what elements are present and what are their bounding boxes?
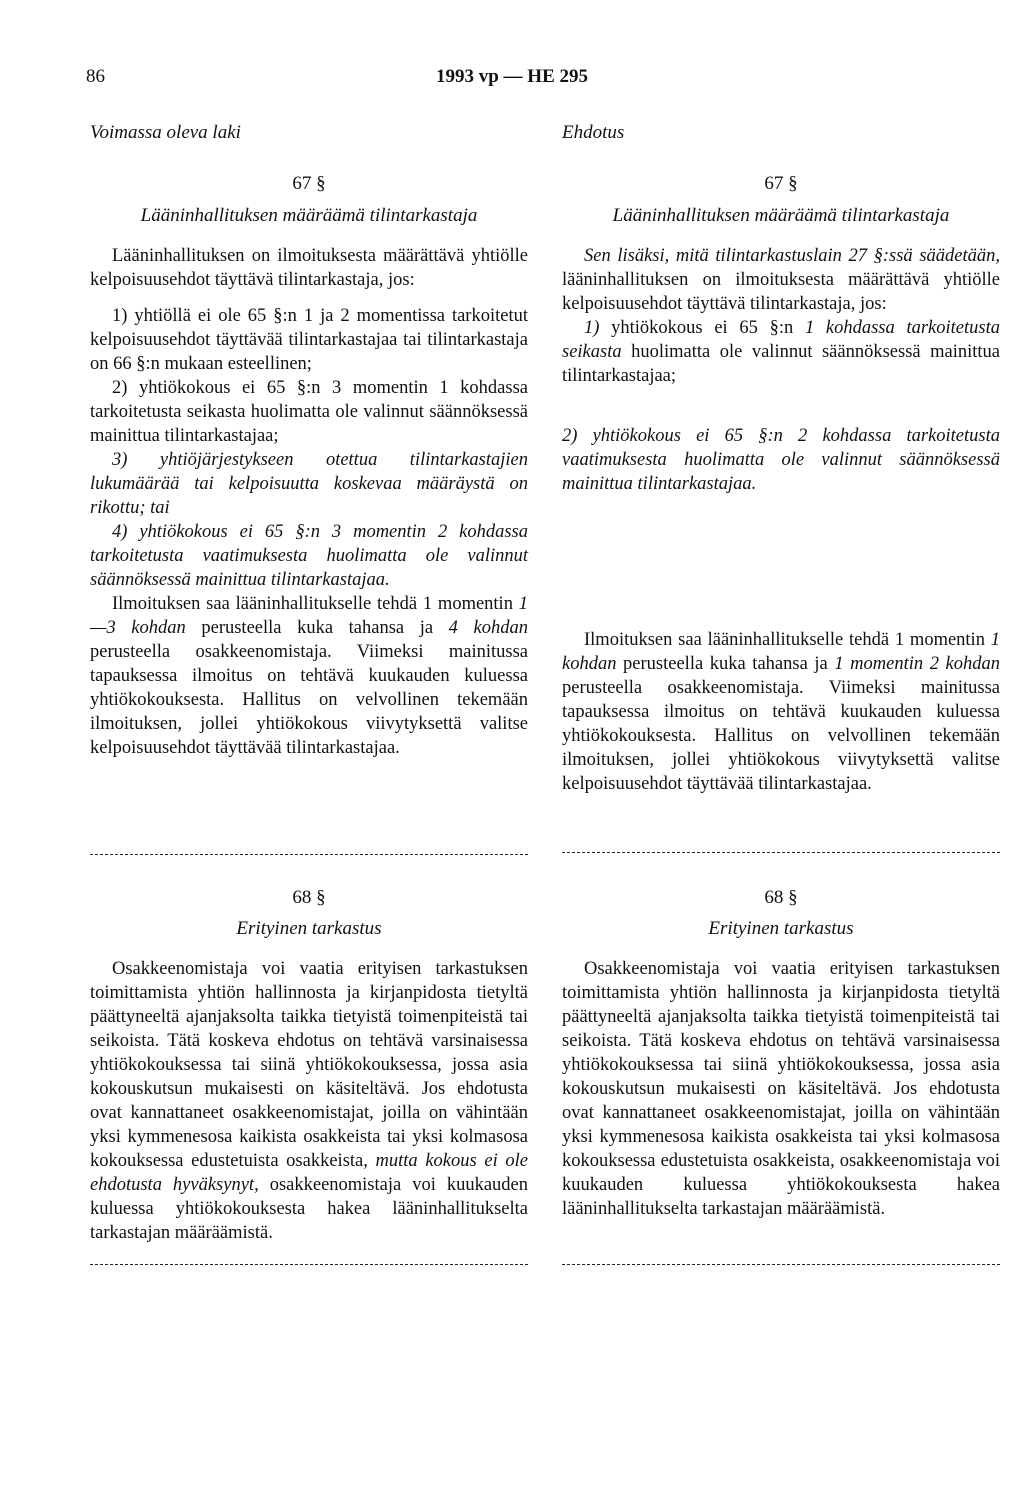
section-67-number-right: 67 § [764,173,798,194]
s67-right-intro: Sen lisäksi, mitä tilintarkastuslain 27 §:ssä säädetään, lääninhallituksen on ilmoituksesta määrättävä yhtiölle kelpoisuusehdot täyttävä tilintarkastaja, jos: [562,246,1000,314]
section-67-right-text [562,244,1000,388]
section-67-number-left: 67 § [292,173,326,194]
section-68-number-left: 68 § [292,887,326,908]
s67-right-para-2-block [562,628,1000,796]
left-column-heading: Voimassa oleva laki [90,122,241,143]
s67-left-item-1: 1) yhtiöllä ei ole 65 §:n 1 ja 2 momentissa tarkoitetut kelpoisuusehdot täyttävää tilintarkastajaa tai tilintarkastaja on 66 §:n mukaan esteellinen; [90,306,528,374]
section-divider-right [562,852,1000,853]
s67-left-para-2: Ilmoituksen saa lääninhallitukselle tehdä 1 momentin 1—3 kohdan perusteella kuka tahansa ja 4 kohdan perusteella osakkeenomistaja. Viimeksi mainitussa tapauksessa ilmoitus on tehtävä kuukauden kuluessa yhtiökokouksesta. Hallitus on velvollinen tekemään ilmoituksen, jollei yhtiökokous viivytyksettä valitse kelpoisuusehdot täyttävää tilintarkastajaa. [90,594,528,758]
s67-left-item-4: 4) yhtiökokous ei 65 §:n 3 momentin 2 kohdassa tarkoitetusta vaatimuksesta huolimatta ole valinnut säännöksessä mainittua tilintarkastajaa. [90,522,528,590]
section-68-right-text [562,957,1000,1221]
section-divider-left [90,854,528,855]
running-head: 1993 vp — HE 295 [435,66,589,87]
section-67-title-right: Lääninhallituksen määräämä tilintarkastaja [612,205,950,226]
section-68-number-right: 68 § [764,887,798,908]
s67-right-para-2: Ilmoituksen saa lääninhallitukselle tehdä 1 momentin 1 kohdan perusteella kuka tahansa ja 1 momentin 2 kohdan perusteella osakkeenomistaja. Viimeksi mainitussa tapauksessa ilmoitus on tehtävä kuukauden kuluessa yhtiökokouksesta. Hallitus on velvollinen tekemään ilmoituksen, jollei yhtiökokous viivytyksettä valitse kelpoisuusehdot täyttävää tilintarkastajaa. [562,630,1000,794]
section-68-title-right: Erityinen tarkastus [708,918,854,939]
page-number: 86 [86,66,105,87]
s67-right-item-1: 1) yhtiökokous ei 65 §:n 1 kohdassa tarkoitetusta seikasta huolimatta ole valinnut säännöksessä mainittua tilintarkastajaa; [562,318,1000,386]
s67-left-intro: Lääninhallituksen on ilmoituksesta määrättävä yhtiölle kelpoisuusehdot täyttävä tilintarkastaja, jos: [90,246,528,290]
section-68-title-left: Erityinen tarkastus [236,918,382,939]
page-header [0,66,1024,96]
s67-left-item-3: 3) yhtiöjärjestykseen otettua tilintarkastajien lukumäärää tai kelpoisuutta koskevaa määräystä on rikottu; tai [90,450,528,518]
s68-right-para: Osakkeenomistaja voi vaatia erityisen tarkastuksen toimittamista yhtiön hallinnosta ja kirjanpidosta tietyltä päättyneeltä ajanjaksolta taikka tietyistä toimenpiteistä tai seikoista. Tätä koskeva ehdotus on tehtävä varsinaisessa yhtiökokouksessa tai siinä yhtiökokouksessa, jossa asia kokouskutsun mukaisesti on käsiteltävä. Jos ehdotusta ovat kannattaneet osakkeenomistajat, joilla on vähintään yksi kymmenesosa kaikista osakkeista tai yksi kolmasosa kokouksessa edustetuista osakkeista, osakkeenomistaja voi kuukauden kuluessa yhtiökokouksesta hakea lääninhallitukselta tarkastajan määräämistä. [562,959,1000,1219]
s67-right-item-2: 2) yhtiökokous ei 65 §:n 2 kohdassa tarkoitetusta vaatimuksesta huolimatta ole valinnut säännöksessä mainittua tilintarkastajaa. [562,426,1000,494]
section-67-left-text [90,244,528,760]
right-column-heading: Ehdotus [562,122,625,143]
s68-left-para: Osakkeenomistaja voi vaatia erityisen tarkastuksen toimittamista yhtiön hallinnosta ja kirjanpidosta tietyltä päättyneeltä ajanjaksolta taikka tietyistä toimenpiteistä tai seikoista. Tätä koskeva ehdotus on tehtävä varsinaisessa yhtiökokouksessa tai siinä yhtiökokouksessa, jossa asia kokouskutsun mukaisesti on käsiteltävä. Jos ehdotusta ovat kannattaneet osakkeenomistajat, joilla on vähintään yksi kymmenesosa kaikista osakkeista tai yksi kolmasosa kokouksessa edustetuista osakkeista, mutta kokous ei ole ehdotusta hyväksynyt, osakkeenomistaja voi kuukauden kuluessa yhtiökokouksesta hakea lääninhallitukselta tarkastajan määräämistä. [90,959,528,1243]
bottom-divider-right [562,1264,1000,1265]
bottom-divider-left [90,1264,528,1265]
s67-left-item-2: 2) yhtiökokous ei 65 §:n 3 momentin 1 kohdassa tarkoitetusta seikasta huolimatta ole valinnut säännöksessä mainittua tilintarkastajaa; [90,378,528,446]
section-68-left-text [90,957,528,1245]
section-67-title-left: Lääninhallituksen määräämä tilintarkastaja [140,205,478,226]
